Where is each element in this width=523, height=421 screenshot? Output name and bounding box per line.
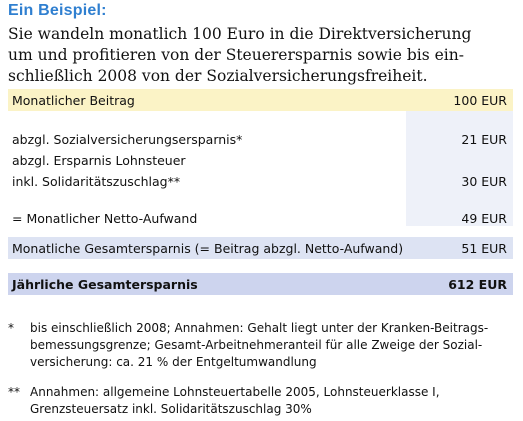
row-monthly-total-savings [8, 237, 513, 259]
row-label: Monatlicher Beitrag [12, 93, 135, 108]
example-heading: Ein Beispiel: [8, 2, 107, 19]
row-value: 49 EUR [461, 211, 507, 226]
footnote-line: Grenzsteuersatz inkl. Solidaritätszuschlag 30% [30, 402, 312, 416]
footnote-text [30, 320, 510, 371]
row-label: inkl. Solidaritätszuschlag** [12, 174, 181, 189]
row-annual-total-savings [8, 273, 513, 295]
intro-line-1: Sie wandeln monatlich 100 Euro in die Direktversicherung [8, 25, 472, 43]
footnote-line: bis einschließlich 2008; Annahmen: Gehalt liegt unter der Kranken-Beitrags- [30, 321, 489, 335]
intro-paragraph [8, 24, 518, 87]
row-value: 612 EUR [448, 277, 507, 292]
footnote-line: bemessungsgrenze; Gesamt-Arbeitnehmeranteil für alle Zweige der Sozial- [30, 338, 483, 352]
row-value: 21 EUR [461, 132, 507, 147]
row-label: abzgl. Sozialversicherungsersparnis* [12, 132, 243, 147]
intro-line-3: schließlich 2008 von der Sozialversicherungsfreiheit. [8, 67, 428, 85]
row-value: 30 EUR [461, 174, 507, 189]
intro-line-2: um und profitieren von der Steuerersparnis sowie bis ein- [8, 46, 464, 64]
footnote-mark: * [8, 321, 14, 335]
row-label: Monatliche Gesamtersparnis (= Beitrag abzgl. Netto-Aufwand) [12, 241, 404, 256]
value-column-background [406, 111, 513, 226]
row-label: = Monatlicher Netto-Aufwand [12, 211, 198, 226]
row-value: 51 EUR [461, 241, 507, 256]
row-label: abzgl. Ersparnis Lohnsteuer [12, 153, 186, 168]
row-label: Jährliche Gesamtersparnis [12, 277, 198, 292]
footnote-text [30, 384, 510, 418]
row-value: 100 EUR [453, 93, 507, 108]
footnote-line: Annahmen: allgemeine Lohnsteuertabelle 2005, Lohnsteuerklasse I, [30, 385, 440, 399]
footnote-line: versicherung: ca. 21 % der Entgeltumwandlung [30, 355, 317, 369]
row-monthly-contribution [8, 89, 513, 111]
footnote-mark: ** [8, 385, 20, 399]
